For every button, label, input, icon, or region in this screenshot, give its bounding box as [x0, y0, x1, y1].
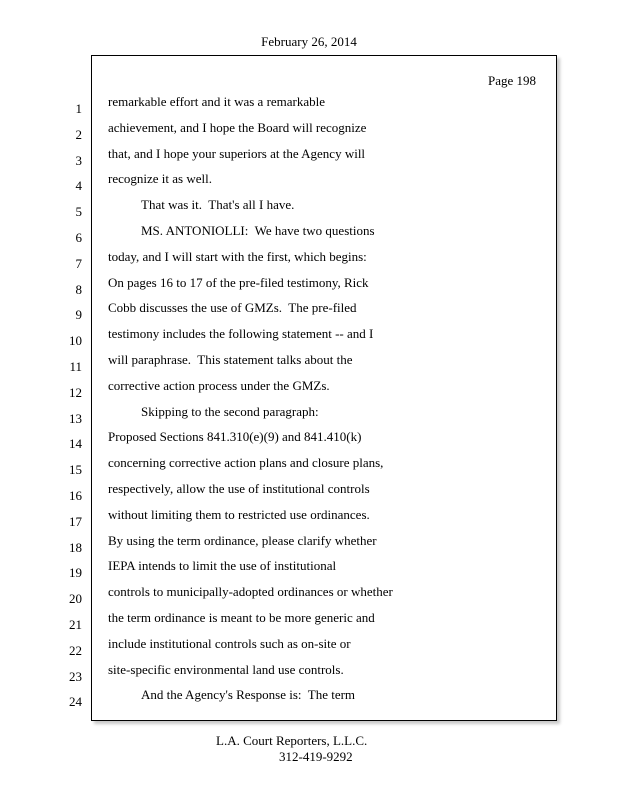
line-number: 15	[69, 462, 82, 478]
transcript-line: recognize it as well.	[108, 171, 212, 187]
line-number: 12	[69, 384, 82, 400]
line-number: 24	[69, 694, 82, 710]
line-number: 13	[69, 410, 82, 426]
transcript-line: IEPA intends to limit the use of institutional	[108, 558, 337, 574]
line-number: 9	[75, 307, 82, 323]
line-number: 16	[69, 488, 82, 503]
transcript-line: By using the term ordinance, please clarify whether	[108, 532, 377, 548]
line-number: 2	[75, 126, 82, 142]
line-number: 19	[69, 565, 82, 581]
line-number: 8	[75, 281, 82, 297]
transcript-line: include institutional controls such as on-site or	[108, 635, 351, 651]
line-number: 11	[69, 359, 82, 374]
line-number: 6	[75, 230, 82, 245]
transcript-line: will paraphrase. This statement talks about the	[108, 352, 353, 367]
transcript-line: MS. ANTONIOLLI: We have two questions	[141, 223, 375, 238]
line-number: 14	[69, 436, 82, 452]
transcript-line: the term ordinance is meant to be more generic and	[108, 610, 375, 625]
transcript-line: that, and I hope your superiors at the Agency will	[108, 145, 366, 161]
line-number: 3	[75, 152, 82, 168]
transcript-line: today, and I will start with the first, which begins:	[108, 248, 367, 264]
line-number: 7	[75, 255, 82, 271]
header-date: February 26, 2014	[261, 34, 357, 49]
line-number: 23	[69, 668, 82, 684]
transcript-line: respectively, allow the use of institutional controls	[108, 481, 370, 496]
line-number: 5	[75, 204, 82, 220]
transcript-line: Cobb discusses the use of GMZs. The pre-filed	[108, 300, 357, 316]
line-number: 4	[75, 178, 82, 194]
transcript-line: On pages 16 to 17 of the pre-filed testimony, Rick	[108, 274, 369, 290]
transcript-line: remarkable effort and it was a remarkable	[108, 94, 326, 109]
line-number: 10	[69, 333, 82, 349]
line-number: 1	[75, 101, 82, 116]
footer-company: L.A. Court Reporters, L.L.C.	[216, 733, 368, 748]
transcript-line: That was it. That's all I have.	[141, 197, 295, 213]
transcript-line: site-specific environmental land use controls.	[108, 661, 344, 677]
footer-phone: 312-419-9292	[279, 749, 353, 764]
page-number: Page 198	[487, 73, 536, 88]
line-number: 18	[69, 539, 82, 555]
line-number: 22	[69, 642, 82, 658]
transcript-line: And the Agency's Response is: The term	[141, 687, 356, 703]
transcript-line: without limiting them to restricted use ordinances.	[108, 506, 370, 522]
transcript-line: Proposed Sections 841.310(e)(9) and 841.410(k)	[108, 429, 362, 445]
line-number: 20	[69, 591, 82, 607]
transcript-line: Skipping to the second paragraph:	[141, 403, 319, 419]
transcript-line: corrective action process under the GMZs.	[108, 377, 330, 393]
transcript-line: achievement, and I hope the Board will recognize	[108, 119, 367, 135]
transcript-line: testimony includes the following statement -- and I	[108, 326, 374, 342]
transcript-line: controls to municipally-adopted ordinances or whether	[108, 584, 393, 600]
line-number: 17	[69, 513, 82, 529]
transcript-page	[91, 55, 557, 721]
transcript-line: concerning corrective action plans and closure plans,	[108, 455, 384, 471]
line-number: 21	[69, 617, 82, 632]
